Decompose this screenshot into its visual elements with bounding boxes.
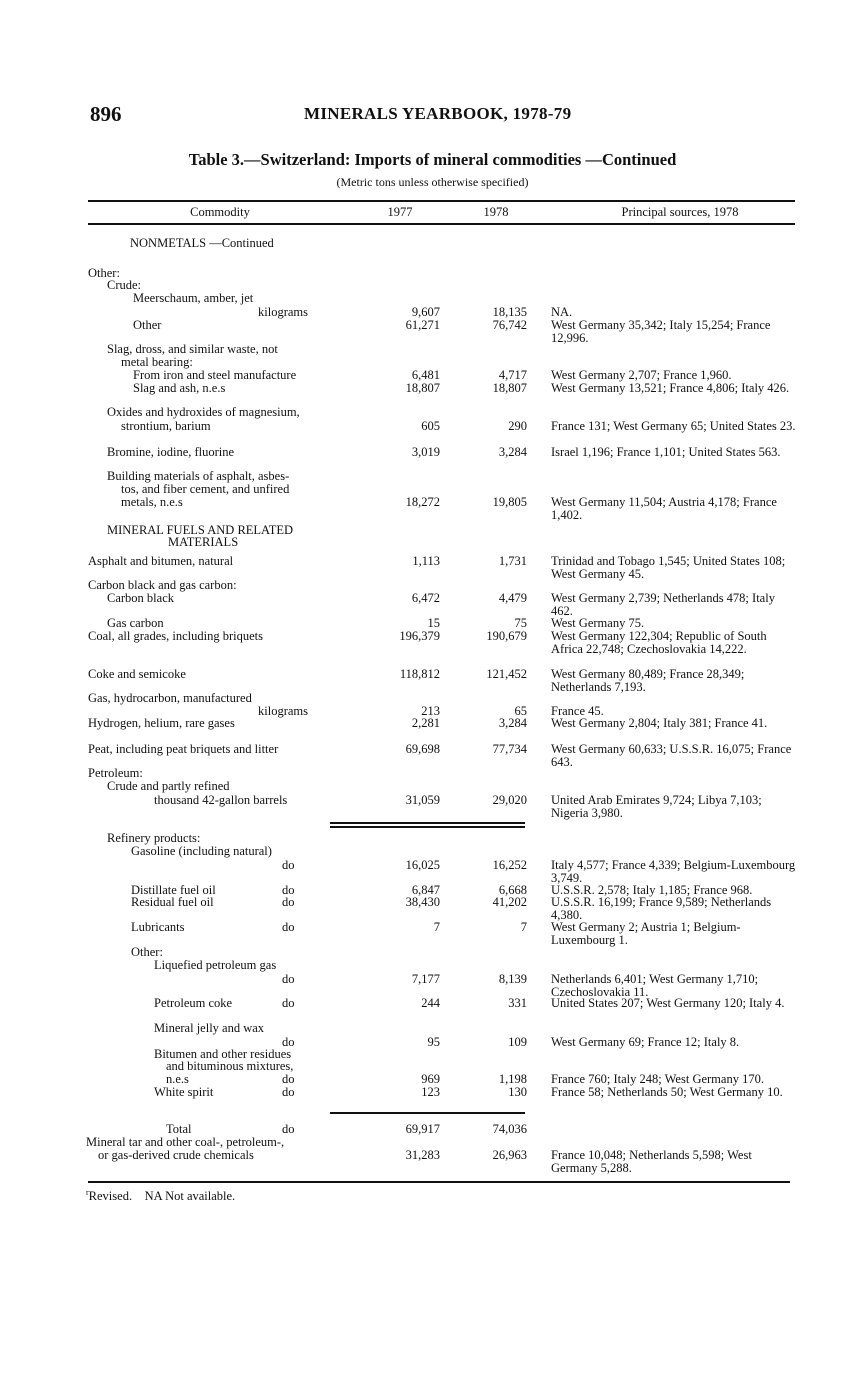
value-1977: 7 [433, 920, 440, 934]
principal-sources: U.S.S.R. 16,199; France 9,589; Netherlands 4,380. [551, 895, 772, 922]
commodity-label: Gas carbon [107, 616, 164, 630]
value-1978: 65 [514, 704, 527, 718]
value-1977: 61,271 [405, 318, 440, 332]
commodity-label: n.e.s [166, 1072, 189, 1086]
value-1977: 95 [427, 1035, 440, 1049]
group-heading: Meerschaum, amber, jet [133, 291, 254, 305]
principal-sources: West Germany 2,804; Italy 381; France 41. [551, 716, 768, 730]
value-1977: 9,607 [411, 305, 440, 319]
value-1978: 3,284 [498, 445, 527, 459]
value-1978: 190,679 [486, 629, 527, 643]
commodity-label: kilograms [258, 704, 308, 718]
section-heading: NONMETALS —Continued [130, 236, 274, 250]
value-1977: 6,847 [411, 883, 440, 897]
value-1978: 290 [508, 419, 527, 433]
principal-sources: West Germany 60,633; U.S.S.R. 16,075; France 643. [551, 742, 792, 769]
column-header-commodity: Commodity [190, 205, 250, 219]
value-1977: 1,113 [412, 554, 440, 568]
value-1977: 31,059 [405, 793, 440, 807]
group-heading: Crude and partly refined [107, 779, 230, 793]
running-head: MINERALS YEARBOOK, 1978-79 [304, 104, 572, 123]
principal-sources: France 58; Netherlands 50; West Germany 10. [551, 1085, 783, 1099]
value-1978: 26,963 [492, 1148, 527, 1162]
table-bottom-rule [88, 1181, 790, 1183]
commodity-label: do [282, 858, 295, 872]
commodity-label: Coal, all grades, including briquets [88, 629, 263, 643]
principal-sources: West Germany 13,521; France 4,806; Italy 426. [551, 381, 790, 395]
principal-sources: West Germany 35,342; Italy 15,254; France 12,996. [551, 318, 771, 345]
value-1977: 18,807 [405, 381, 440, 395]
value-1977: 6,481 [411, 368, 440, 382]
group-heading: Petroleum: [88, 766, 143, 780]
column-header-1978: 1978 [483, 205, 509, 219]
value-1977: 3,019 [411, 445, 440, 459]
commodity-label: White spirit [154, 1085, 214, 1099]
value-1978: 6,668 [498, 883, 527, 897]
value-1978: 18,807 [492, 381, 527, 395]
value-1978: 331 [508, 996, 527, 1010]
unit-label: do [282, 895, 295, 909]
principal-sources: U.S.S.R. 2,578; Italy 1,185; France 968. [551, 883, 753, 897]
value-1977: 605 [421, 419, 440, 433]
value-1978: 41,202 [492, 895, 527, 909]
group-heading: Slag, dross, and similar waste, not [107, 342, 278, 356]
value-1978: 16,252 [492, 858, 527, 872]
commodity-label: or gas-derived crude chemicals [98, 1148, 254, 1162]
value-1978: 3,284 [498, 716, 527, 730]
group-heading: Gas, hydrocarbon, manufactured [88, 691, 252, 705]
commodity-label: From iron and steel manufacture [133, 368, 297, 382]
value-1977: 6,472 [411, 591, 440, 605]
principal-sources: France 760; Italy 248; West Germany 170. [551, 1072, 764, 1086]
value-1978: 75 [514, 616, 527, 630]
value-1978: 4,479 [498, 591, 527, 605]
principal-sources: Israel 1,196; France 1,101; United States 563. [551, 445, 781, 459]
principal-sources: NA. [551, 305, 573, 319]
value-1977: 38,430 [405, 895, 440, 909]
principal-sources: France 45. [551, 704, 604, 718]
commodity-label: Coke and semicoke [88, 667, 186, 681]
commodity-label: Asphalt and bitumen, natural [88, 554, 234, 568]
group-heading: Liquefied petroleum gas [154, 958, 277, 972]
unit-label: do [282, 883, 295, 897]
value-1977: 969 [421, 1072, 440, 1086]
commodity-label: kilograms [258, 305, 308, 319]
commodity-label: Residual fuel oil [131, 895, 214, 909]
unit-label: do [282, 1085, 295, 1099]
value-1978: 1,198 [498, 1072, 527, 1086]
group-heading: Mineral jelly and wax [154, 1021, 265, 1035]
commodity-label: do [282, 972, 295, 986]
value-1978: 18,135 [492, 305, 527, 319]
footnote-mark: r [86, 1188, 89, 1197]
commodity-label: strontium, barium [121, 419, 211, 433]
commodity-label: Petroleum coke [154, 996, 233, 1010]
commodity-label: metals, n.e.s [121, 495, 183, 509]
column-header-1977: 1977 [387, 205, 413, 219]
commodity-label: Other [133, 318, 162, 332]
principal-sources: France 131; West Germany 65; United States 23. [551, 419, 796, 433]
value-1978: 4,717 [498, 368, 527, 382]
group-heading: Building materials of asphalt, asbes- [107, 469, 290, 483]
value-1977: 123 [421, 1085, 440, 1099]
value-1977: 196,379 [399, 629, 440, 643]
double-rule-top [330, 822, 525, 824]
value-1978: 1,731 [498, 554, 527, 568]
column-header-sources: Principal sources, 1978 [621, 205, 739, 219]
unit-label: do [282, 1072, 295, 1086]
table-subtitle: (Metric tons unless otherwise specified) [336, 175, 529, 189]
principal-sources: United Arab Emirates 9,724; Libya 7,103; Nigeria 3,980. [551, 793, 762, 820]
value-1977: 69,917 [405, 1122, 440, 1136]
page-number: 896 [90, 102, 122, 126]
commodity-label: Carbon black [107, 591, 174, 605]
value-1978: 130 [508, 1085, 527, 1099]
unit-label: do [282, 996, 295, 1010]
group-heading: Carbon black and gas carbon: [88, 578, 237, 592]
principal-sources: Trinidad and Tobago 1,545; United States 108; West Germany 45. [551, 554, 786, 581]
footnote-na: NA Not available. [144, 1189, 236, 1204]
commodity-label: Slag and ash, n.e.s [133, 381, 226, 395]
value-1978: 8,139 [498, 972, 527, 986]
value-1978: 109 [508, 1035, 527, 1049]
commodity-label: thousand 42-gallon barrels [154, 793, 288, 807]
principal-sources: West Germany 122,304; Republic of South Africa 22,748; Czechoslovakia 14,222. [551, 629, 767, 656]
total-rule [330, 1112, 525, 1114]
section-heading: MATERIALS [168, 535, 239, 549]
principal-sources: France 10,048; Netherlands 5,598; West Germany 5,288. [551, 1148, 752, 1175]
principal-sources: West Germany 75. [551, 616, 645, 630]
commodity-label: Bromine, iodine, fluorine [107, 445, 235, 459]
principal-sources: West Germany 2; Austria 1; Belgium-Luxembourg 1. [551, 920, 741, 947]
table-title: Table 3.—Switzerland: Imports of mineral commodities —Continued [188, 150, 677, 169]
value-1977: 16,025 [405, 858, 440, 872]
value-1977: 2,281 [411, 716, 440, 730]
commodity-label: do [282, 1035, 295, 1049]
principal-sources: Italy 4,577; France 4,339; Belgium-Luxembourg 3,749. [551, 858, 796, 885]
double-rule-bottom [330, 826, 525, 828]
group-heading: metal bearing: [121, 355, 193, 369]
value-1978: 76,742 [492, 318, 527, 332]
group-heading: Mineral tar and other coal-, petroleum-, [86, 1135, 285, 1149]
group-heading: Other: [131, 945, 163, 959]
value-1978: 121,452 [486, 667, 527, 681]
value-1978: 29,020 [492, 793, 527, 807]
unit-label: do [282, 1122, 295, 1136]
footnote [86, 1188, 235, 1204]
value-1977: 31,283 [405, 1148, 440, 1162]
group-heading: Other: [88, 266, 120, 280]
group-heading: tos, and fiber cement, and unfired [121, 482, 290, 496]
value-1978: 74,036 [492, 1122, 527, 1136]
value-1977: 7,177 [411, 972, 440, 986]
commodity-label: Distillate fuel oil [131, 883, 216, 897]
section-heading: MINERAL FUELS AND RELATED [107, 523, 293, 537]
principal-sources: West Germany 80,489; France 28,349; Netherlands 7,193. [551, 667, 745, 694]
group-heading: Bitumen and other residues [154, 1047, 292, 1061]
value-1977: 244 [421, 996, 440, 1010]
principal-sources: United States 207; West Germany 120; Italy 4. [551, 996, 785, 1010]
value-1977: 213 [421, 704, 440, 718]
value-1977: 18,272 [405, 495, 440, 509]
principal-sources: West Germany 69; France 12; Italy 8. [551, 1035, 740, 1049]
value-1977: 118,812 [399, 667, 440, 681]
principal-sources: West Germany 11,504; Austria 4,178; France 1,402. [551, 495, 777, 522]
principal-sources: Netherlands 6,401; West Germany 1,710; Czechoslovakia 11. [551, 972, 759, 999]
value-1978: 7 [520, 920, 527, 934]
value-1978: 77,734 [492, 742, 527, 756]
commodity-label: Lubricants [131, 920, 185, 934]
group-heading: Refinery products: [107, 831, 201, 845]
footnote-revised: Revised. [88, 1189, 133, 1204]
commodity-label: Total [166, 1122, 192, 1136]
principal-sources: West Germany 2,707; France 1,960. [551, 368, 732, 382]
unit-label: do [282, 920, 295, 934]
group-heading: Oxides and hydroxides of magnesium, [107, 405, 300, 419]
group-heading: Crude: [107, 278, 142, 292]
group-heading: Gasoline (including natural) [131, 844, 272, 858]
commodity-label: Peat, including peat briquets and litter [88, 742, 279, 756]
principal-sources: West Germany 2,739; Netherlands 478; Italy 462. [551, 591, 775, 618]
group-heading: and bituminous mixtures, [166, 1059, 294, 1073]
value-1977: 15 [427, 616, 440, 630]
value-1977: 69,698 [405, 742, 440, 756]
value-1978: 19,805 [492, 495, 527, 509]
commodity-label: Hydrogen, helium, rare gases [88, 716, 235, 730]
